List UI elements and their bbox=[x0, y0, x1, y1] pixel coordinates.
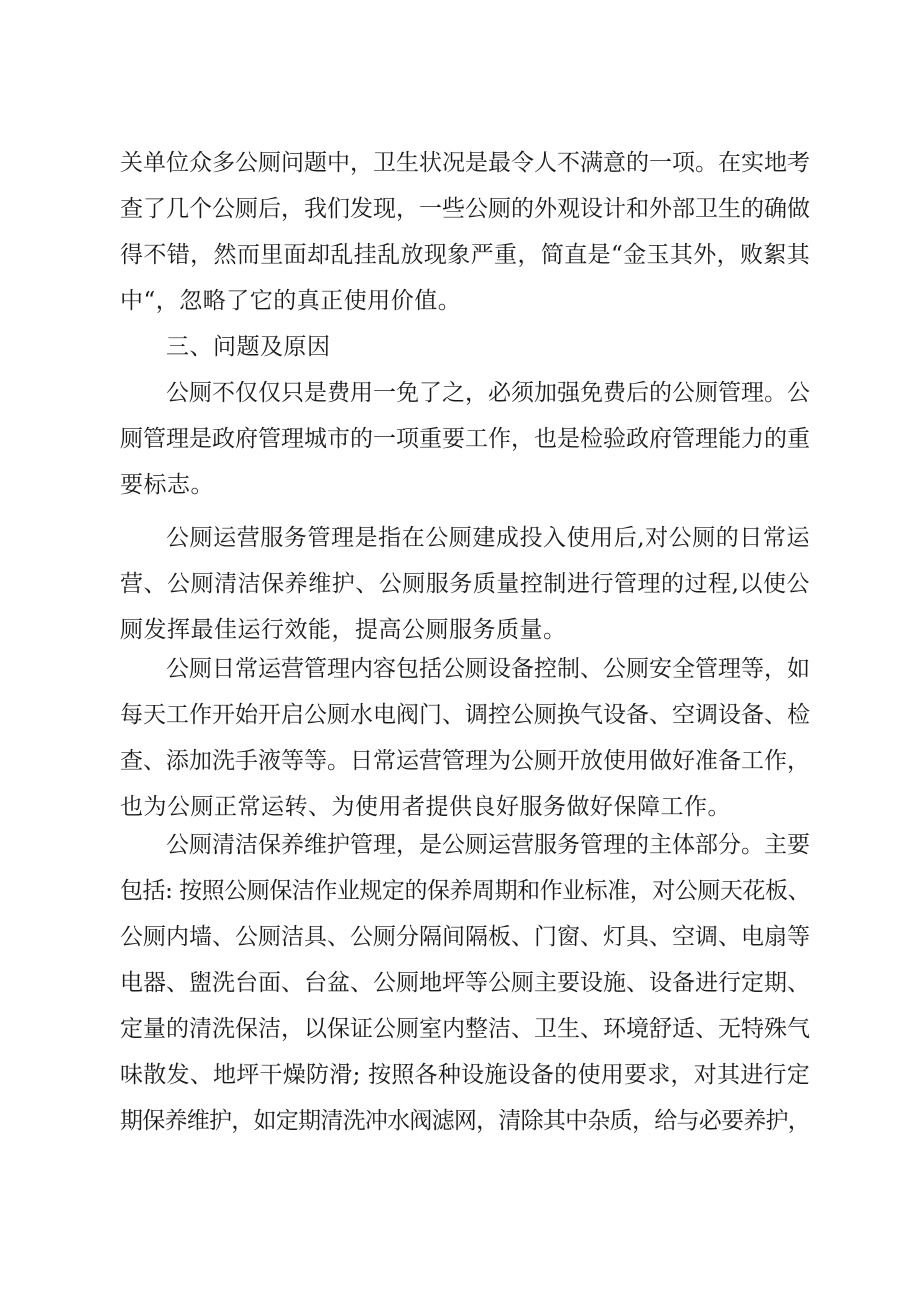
paragraph-3-line-3: 厕发挥最佳运行效能，提高公厕服务质量。 bbox=[120, 617, 567, 643]
paragraph-5-line-7: 期保养维护，如定期清洗冲水阀滤网，清除其中杂质，给与必要养护， bbox=[120, 1108, 810, 1134]
paragraph-1-line-1: 关单位众多公厕问题中，卫生状况是最令人不满意的一项。在实地考 bbox=[120, 150, 810, 176]
paragraph-1-line-3: 得不错，然而里面却乱挂乱放现象严重，简直是“金玉其外，败絮其 bbox=[120, 242, 810, 268]
paragraph-5-line-5: 定量的清洗保洁，以保证公厕室内整洁、卫生、环境舒适、无特殊气 bbox=[120, 1016, 810, 1042]
paragraph-5-line-2: 包括: 按照公厕保洁作业规定的保养周期和作业标准，对公厕天花板、 bbox=[120, 878, 810, 904]
paragraph-5-line-3: 公厕内墙、公厕洁具、公厕分隔间隔板、门窗、灯具、空调、电扇等 bbox=[120, 924, 810, 950]
paragraph-4-line-3: 查、添加洗手液等等。日常运营管理为公厕开放使用做好准备工作， bbox=[120, 748, 810, 774]
paragraph-3-line-1: 公厕运营服务管理是指在公厕建成投入使用后,对公厕的日常运 bbox=[166, 525, 810, 551]
paragraph-2-line-2: 厕管理是政府管理城市的一项重要工作，也是检验政府管理能力的重 bbox=[120, 426, 810, 452]
paragraph-4-line-2: 每天工作开始开启公厕水电阀门、调控公厕换气设备、空调设备、检 bbox=[120, 702, 810, 728]
paragraph-5-line-6: 味散发、地坪干燥防滑; 按照各种设施设备的使用要求，对其进行定 bbox=[120, 1062, 810, 1088]
section-heading: 三、问题及原因 bbox=[166, 334, 331, 360]
paragraph-2-line-1: 公厕不仅仅只是费用一免了之，必须加强免费后的公厕管理。公 bbox=[166, 380, 810, 406]
paragraph-3-line-2: 营、公厕清洁保养维护、公厕服务质量控制进行管理的过程,以使公 bbox=[120, 571, 810, 597]
paragraph-5-line-4: 电器、盥洗台面、台盆、公厕地坪等公厕主要设施、设备进行定期、 bbox=[120, 970, 810, 996]
paragraph-2-line-3: 要标志。 bbox=[120, 472, 214, 498]
paragraph-5-line-1: 公厕清洁保养维护管理，是公厕运营服务管理的主体部分。主要 bbox=[166, 832, 810, 858]
paragraph-4-line-4: 也为公厕正常运转、为使用者提供良好服务做好保障工作。 bbox=[120, 794, 731, 820]
paragraph-1-line-2: 查了几个公厕后，我们发现，一些公厕的外观设计和外部卫生的确做 bbox=[120, 196, 810, 222]
paragraph-4-line-1: 公厕日常运营管理内容包括公厕设备控制、公厕安全管理等，如 bbox=[166, 656, 810, 682]
paragraph-1-line-4: 中“，忽略了它的真正使用价值。 bbox=[120, 288, 462, 314]
